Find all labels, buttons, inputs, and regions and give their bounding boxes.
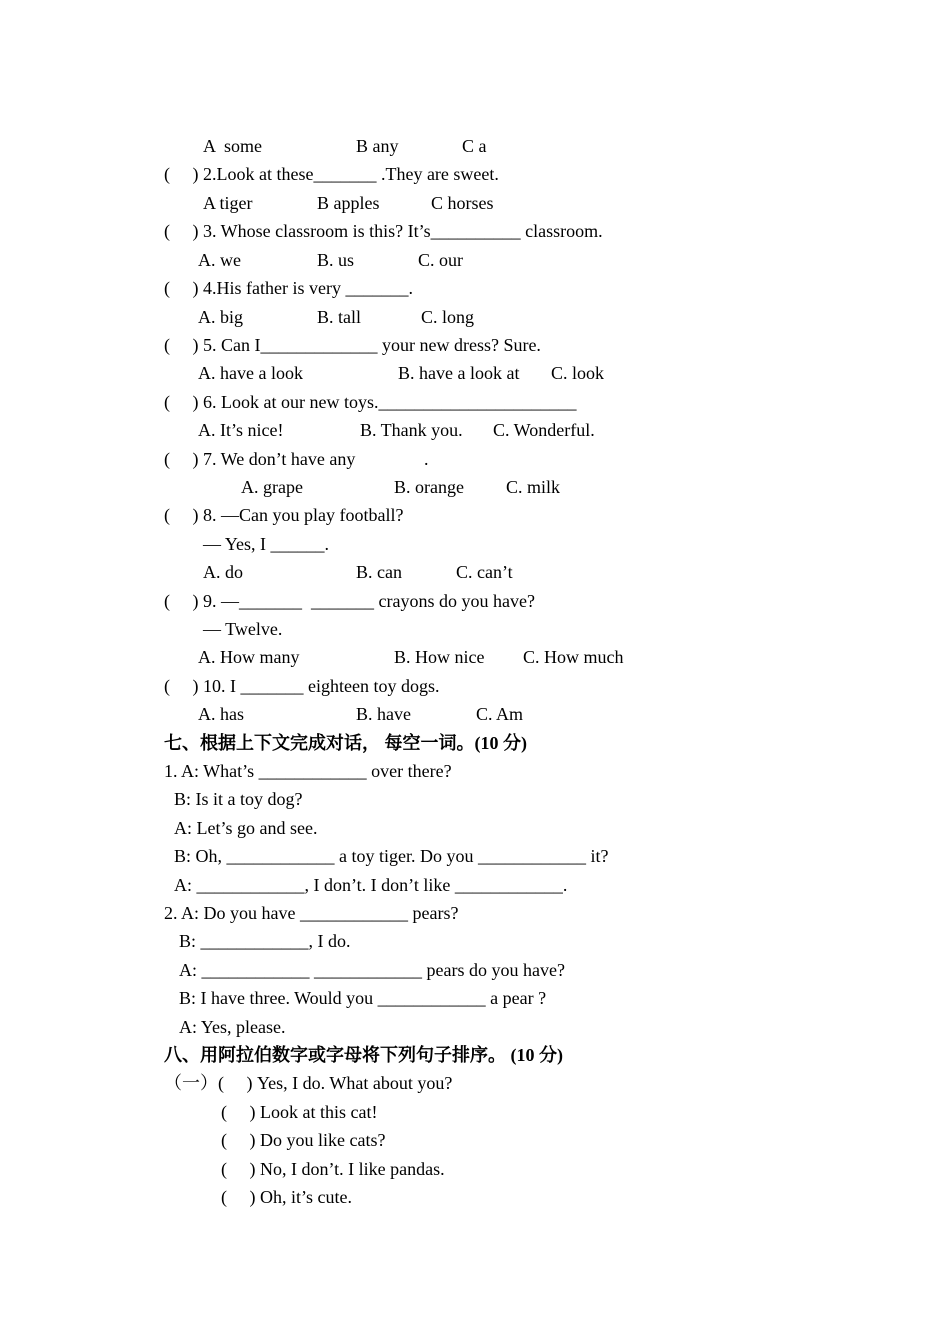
exam-text-line: . xyxy=(424,449,429,469)
exam-text-line: C. look xyxy=(551,363,605,383)
exam-text-line: A. big xyxy=(198,307,243,327)
exam-text-line: ( ) Oh, it’s cute. xyxy=(221,1187,352,1207)
exam-text-line: A. It’s nice! xyxy=(198,420,284,440)
exam-text-line: A: ____________ ____________ pears do you have? xyxy=(179,960,565,980)
exam-text-line: A. have a look xyxy=(198,363,303,383)
exam-text-line: ( ) 2.Look at these_______ .They are sweet. xyxy=(164,164,499,184)
exam-text-line: B. have xyxy=(356,704,411,724)
exam-text-line: A: Let’s go and see. xyxy=(174,818,318,838)
exam-text-line: A some xyxy=(203,136,263,156)
exam-text-line: ( ) 8. —Can you play football? xyxy=(164,505,404,525)
exam-text-line: B: I have three. Would you ____________ a pear ? xyxy=(179,988,547,1008)
exam-text-line: A: Yes, please. xyxy=(179,1017,286,1037)
exam-text-line: B. How nice xyxy=(394,647,485,667)
exam-text-line: A. we xyxy=(198,250,241,270)
exam-text-line: B. us xyxy=(317,250,355,270)
exam-text-line: B: ____________, I do. xyxy=(179,931,351,951)
exam-text-line: A. do xyxy=(203,562,243,582)
exam-text-line: C. How much xyxy=(523,647,624,667)
exam-text-line: （一）( ) Yes, I do. What about you? xyxy=(164,1073,453,1093)
exam-text-line: ( ) 10. I _______ eighteen toy dogs. xyxy=(164,676,440,696)
exam-text-line: B any xyxy=(356,136,399,156)
exam-text-line: — Yes, I ______. xyxy=(203,534,330,554)
exam-text-line: C. Am xyxy=(476,704,524,724)
exam-text-line: C a xyxy=(462,136,487,156)
exam-text-line: ( ) 3. Whose classroom is this? It’s__________ classroom. xyxy=(164,221,603,241)
exam-text-line: B. orange xyxy=(394,477,464,497)
exam-text-line: 1. A: What’s ____________ over there? xyxy=(164,761,452,781)
exam-text-line: C. our xyxy=(418,250,463,270)
exam-text-line: C. can’t xyxy=(456,562,513,582)
section-heading: 八、用阿拉伯数字或字母将下列句子排序。 (10 分) xyxy=(164,1045,563,1065)
exam-text-line: ( ) 4.His father is very _______. xyxy=(164,278,413,298)
exam-text-line: B. Thank you. xyxy=(360,420,463,440)
exam-text-line: B apples xyxy=(317,193,380,213)
exam-text-line: C. Wonderful. xyxy=(493,420,595,440)
exam-text-line: C horses xyxy=(431,193,494,213)
exam-text-line: B: Is it a toy dog? xyxy=(174,789,303,809)
exam-text-line: ( ) No, I don’t. I like pandas. xyxy=(221,1159,445,1179)
exam-text-line: ( ) Look at this cat! xyxy=(221,1102,378,1122)
exam-text-line: 2. A: Do you have ____________ pears? xyxy=(164,903,459,923)
exam-text-line: B. tall xyxy=(317,307,361,327)
exam-text-line: B. can xyxy=(356,562,402,582)
exam-text-line: A. grape xyxy=(241,477,303,497)
exam-text-line: ( ) 5. Can I_____________ your new dress? Sure. xyxy=(164,335,541,355)
exam-text-line: ( ) Do you like cats? xyxy=(221,1130,386,1150)
exam-text-line: ( ) 9. —_______ _______ crayons do you have? xyxy=(164,591,535,611)
exam-text-line: B. have a look at xyxy=(398,363,520,383)
exam-text-line: B: Oh, ____________ a toy tiger. Do you ____________ it? xyxy=(174,846,609,866)
exam-text-line: A. has xyxy=(198,704,244,724)
exam-text-line: ( ) 7. We don’t have any xyxy=(164,449,356,469)
exam-text-line: — Twelve. xyxy=(203,619,283,639)
exam-text-line: A: ____________, I don’t. I don’t like ____________. xyxy=(174,875,568,895)
exam-text-line: C. milk xyxy=(506,477,561,497)
exam-text-line: ( ) 6. Look at our new toys.______________________ xyxy=(164,392,577,412)
exam-text-line: A. How many xyxy=(198,647,300,667)
exam-text-line: A tiger xyxy=(203,193,253,213)
section-heading: 七、根据上下文完成对话， 每空一词。(10 分) xyxy=(164,733,527,753)
exam-text-line: C. long xyxy=(421,307,475,327)
